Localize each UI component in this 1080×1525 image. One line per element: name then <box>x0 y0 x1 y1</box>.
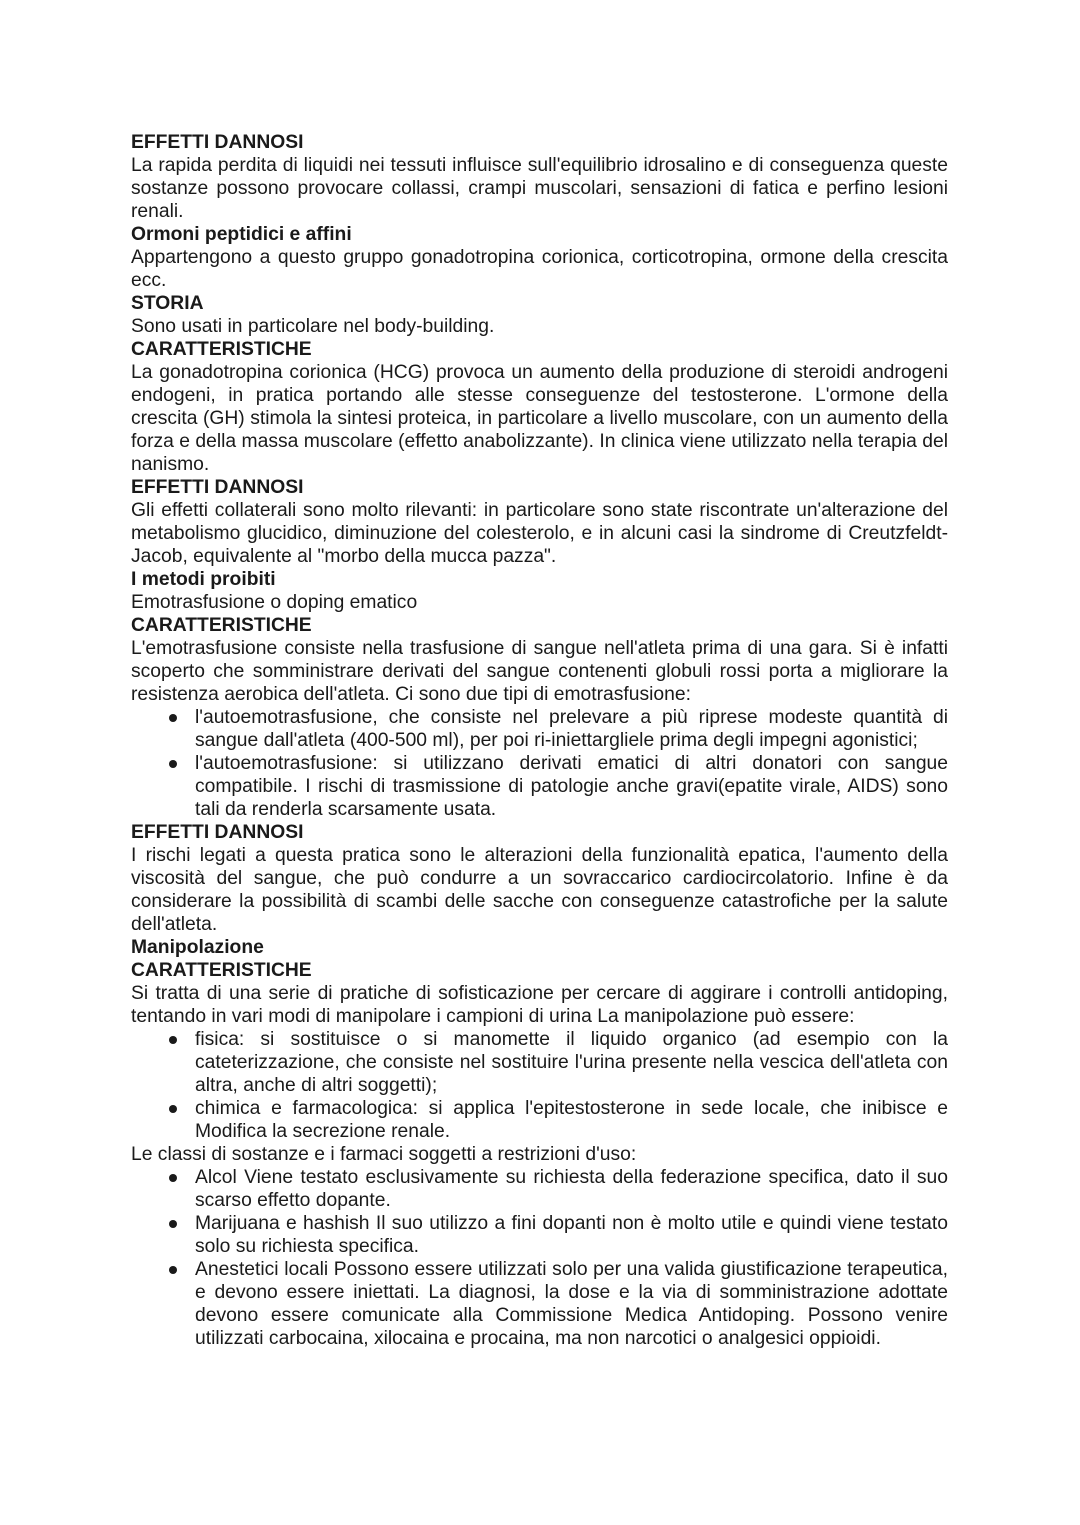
list-item <box>131 1028 948 1097</box>
list-item-text: fisica: si sostituisce o si manomette il liquido organico (ad esempio con la cateterizzazione, che consiste nel sostituire l'urina presente nella vescica dell'atleta con altra, anche di altri soggetti); <box>195 1029 948 1096</box>
list-item-text: Alcol Viene testato esclusivamente su richiesta della federazione specifica, dato il suo scarso effetto dopante. <box>195 1167 948 1211</box>
section-heading-ormoni-peptidici-e-affini: Ormoni peptidici e affini <box>131 224 352 245</box>
list-item <box>131 1166 948 1212</box>
paragraph: Appartengono a questo gruppo gonadotropina corionica, corticotropina, ormone della crescita ecc. <box>131 247 948 291</box>
section-heading-storia: STORIA <box>131 293 204 314</box>
paragraph: Emotrasfusione o doping ematico <box>131 592 418 613</box>
bullet-icon <box>169 1036 177 1044</box>
section-heading-caratteristiche: CARATTERISTICHE <box>131 615 312 636</box>
bullet-list <box>131 706 948 821</box>
bullet-list <box>131 1028 948 1143</box>
list-item <box>131 752 948 821</box>
paragraph: Gli effetti collaterali sono molto rilevanti: in particolare sono state riscontrate un'alterazione del metabolismo glucidico, diminuzione del colesterolo, e in alcuni casi la sindrome di Creutzfeldt-Jacob, equivalente al "morbo della mucca pazza". <box>131 500 948 567</box>
list-item-text: l'autoemotrasfusione, che consiste nel prelevare a più riprese modeste quantità di sangue dall'atleta (400-500 ml), per poi ri-iniettargliele prima degli impegni agonistici; <box>195 707 948 751</box>
section-heading-manipolazione: Manipolazione <box>131 937 264 958</box>
section-heading-caratteristiche: CARATTERISTICHE <box>131 339 312 360</box>
paragraph: L'emotrasfusione consiste nella trasfusione di sangue nell'atleta prima di una gara. Si è infatti scoperto che somministrare derivati del sangue contenenti globuli rossi porta a migliorare la resistenza aerobica dell'atleta. Ci sono due tipi di emotrasfusione: <box>131 638 948 705</box>
list-item-text: chimica e farmacologica: si applica l'epitestosterone in sede locale, che inibisce e Modifica la secrezione renale. <box>195 1098 948 1142</box>
bullet-list <box>131 1166 948 1350</box>
document-page <box>131 131 948 1350</box>
list-item <box>131 1212 948 1258</box>
list-item <box>131 1258 948 1350</box>
list-item-text: Marijuana e hashish Il suo utilizzo a fini dopanti non è molto utile e quindi viene testato solo su richiesta specifica. <box>195 1213 948 1257</box>
list-item-text: Anestetici locali Possono essere utilizzati solo per una valida giustificazione terapeutica, e devono essere iniettati. La diagnosi, la dose e la via di somministrazione adottate devono essere comunicate alla Commissione Medica Antidoping. Possono venire utilizzati carbocaina, xilocaina e procaina, ma non narcotici o analgesici oppioidi. <box>195 1259 948 1349</box>
paragraph: Si tratta di una serie di pratiche di sofisticazione per cercare di aggirare i controlli antidoping, tentando in vari modi di manipolare i campioni di urina La manipolazione può essere: <box>131 983 948 1027</box>
bullet-icon <box>169 760 177 768</box>
section-heading-effetti-dannosi: EFFETTI DANNOSI <box>131 477 304 498</box>
bullet-icon <box>169 1220 177 1228</box>
paragraph: Le classi di sostanze e i farmaci soggetti a restrizioni d'uso: <box>131 1144 637 1165</box>
bullet-icon <box>169 1105 177 1113</box>
section-heading-effetti-dannosi: EFFETTI DANNOSI <box>131 822 304 843</box>
section-heading-caratteristiche: CARATTERISTICHE <box>131 960 312 981</box>
section-heading-i-metodi-proibiti: I metodi proibiti <box>131 569 276 590</box>
bullet-icon <box>169 714 177 722</box>
list-item <box>131 1097 948 1143</box>
paragraph: La gonadotropina corionica (HCG) provoca un aumento della produzione di steroidi androgeni endogeni, in pratica portando alle stesse conseguenze del testosterone. L'ormone della crescita (GH) stimola la sintesi proteica, in particolare a livello muscolare, con un aumento della forza e della massa muscolare (effetto anabolizzante). In clinica viene utilizzato nella terapia del nanismo. <box>131 362 948 475</box>
paragraph: Sono usati in particolare nel body-building. <box>131 316 495 337</box>
list-item-text: l'autoemotrasfusione: si utilizzano derivati ematici di altri donatori con sangue compatibile. I rischi di trasmissione di patologie anche gravi(epatite virale, AIDS) sono tali da renderla scarsamente usata. <box>195 753 948 820</box>
list-item <box>131 706 948 752</box>
bullet-icon <box>169 1174 177 1182</box>
bullet-icon <box>169 1266 177 1274</box>
section-heading-effetti-dannosi: EFFETTI DANNOSI <box>131 132 304 153</box>
paragraph: La rapida perdita di liquidi nei tessuti influisce sull'equilibrio idrosalino e di conseguenza queste sostanze possono provocare collassi, crampi muscolari, sensazioni di fatica e perfino lesioni renali. <box>131 155 948 222</box>
paragraph: I rischi legati a questa pratica sono le alterazioni della funzionalità epatica, l'aumento della viscosità del sangue, che può condurre a un sovraccarico cardiocircolatorio. Infine è da considerare la possibilità di scambi delle sacche con conseguenze catastrofiche per la salute dell'atleta. <box>131 845 948 935</box>
